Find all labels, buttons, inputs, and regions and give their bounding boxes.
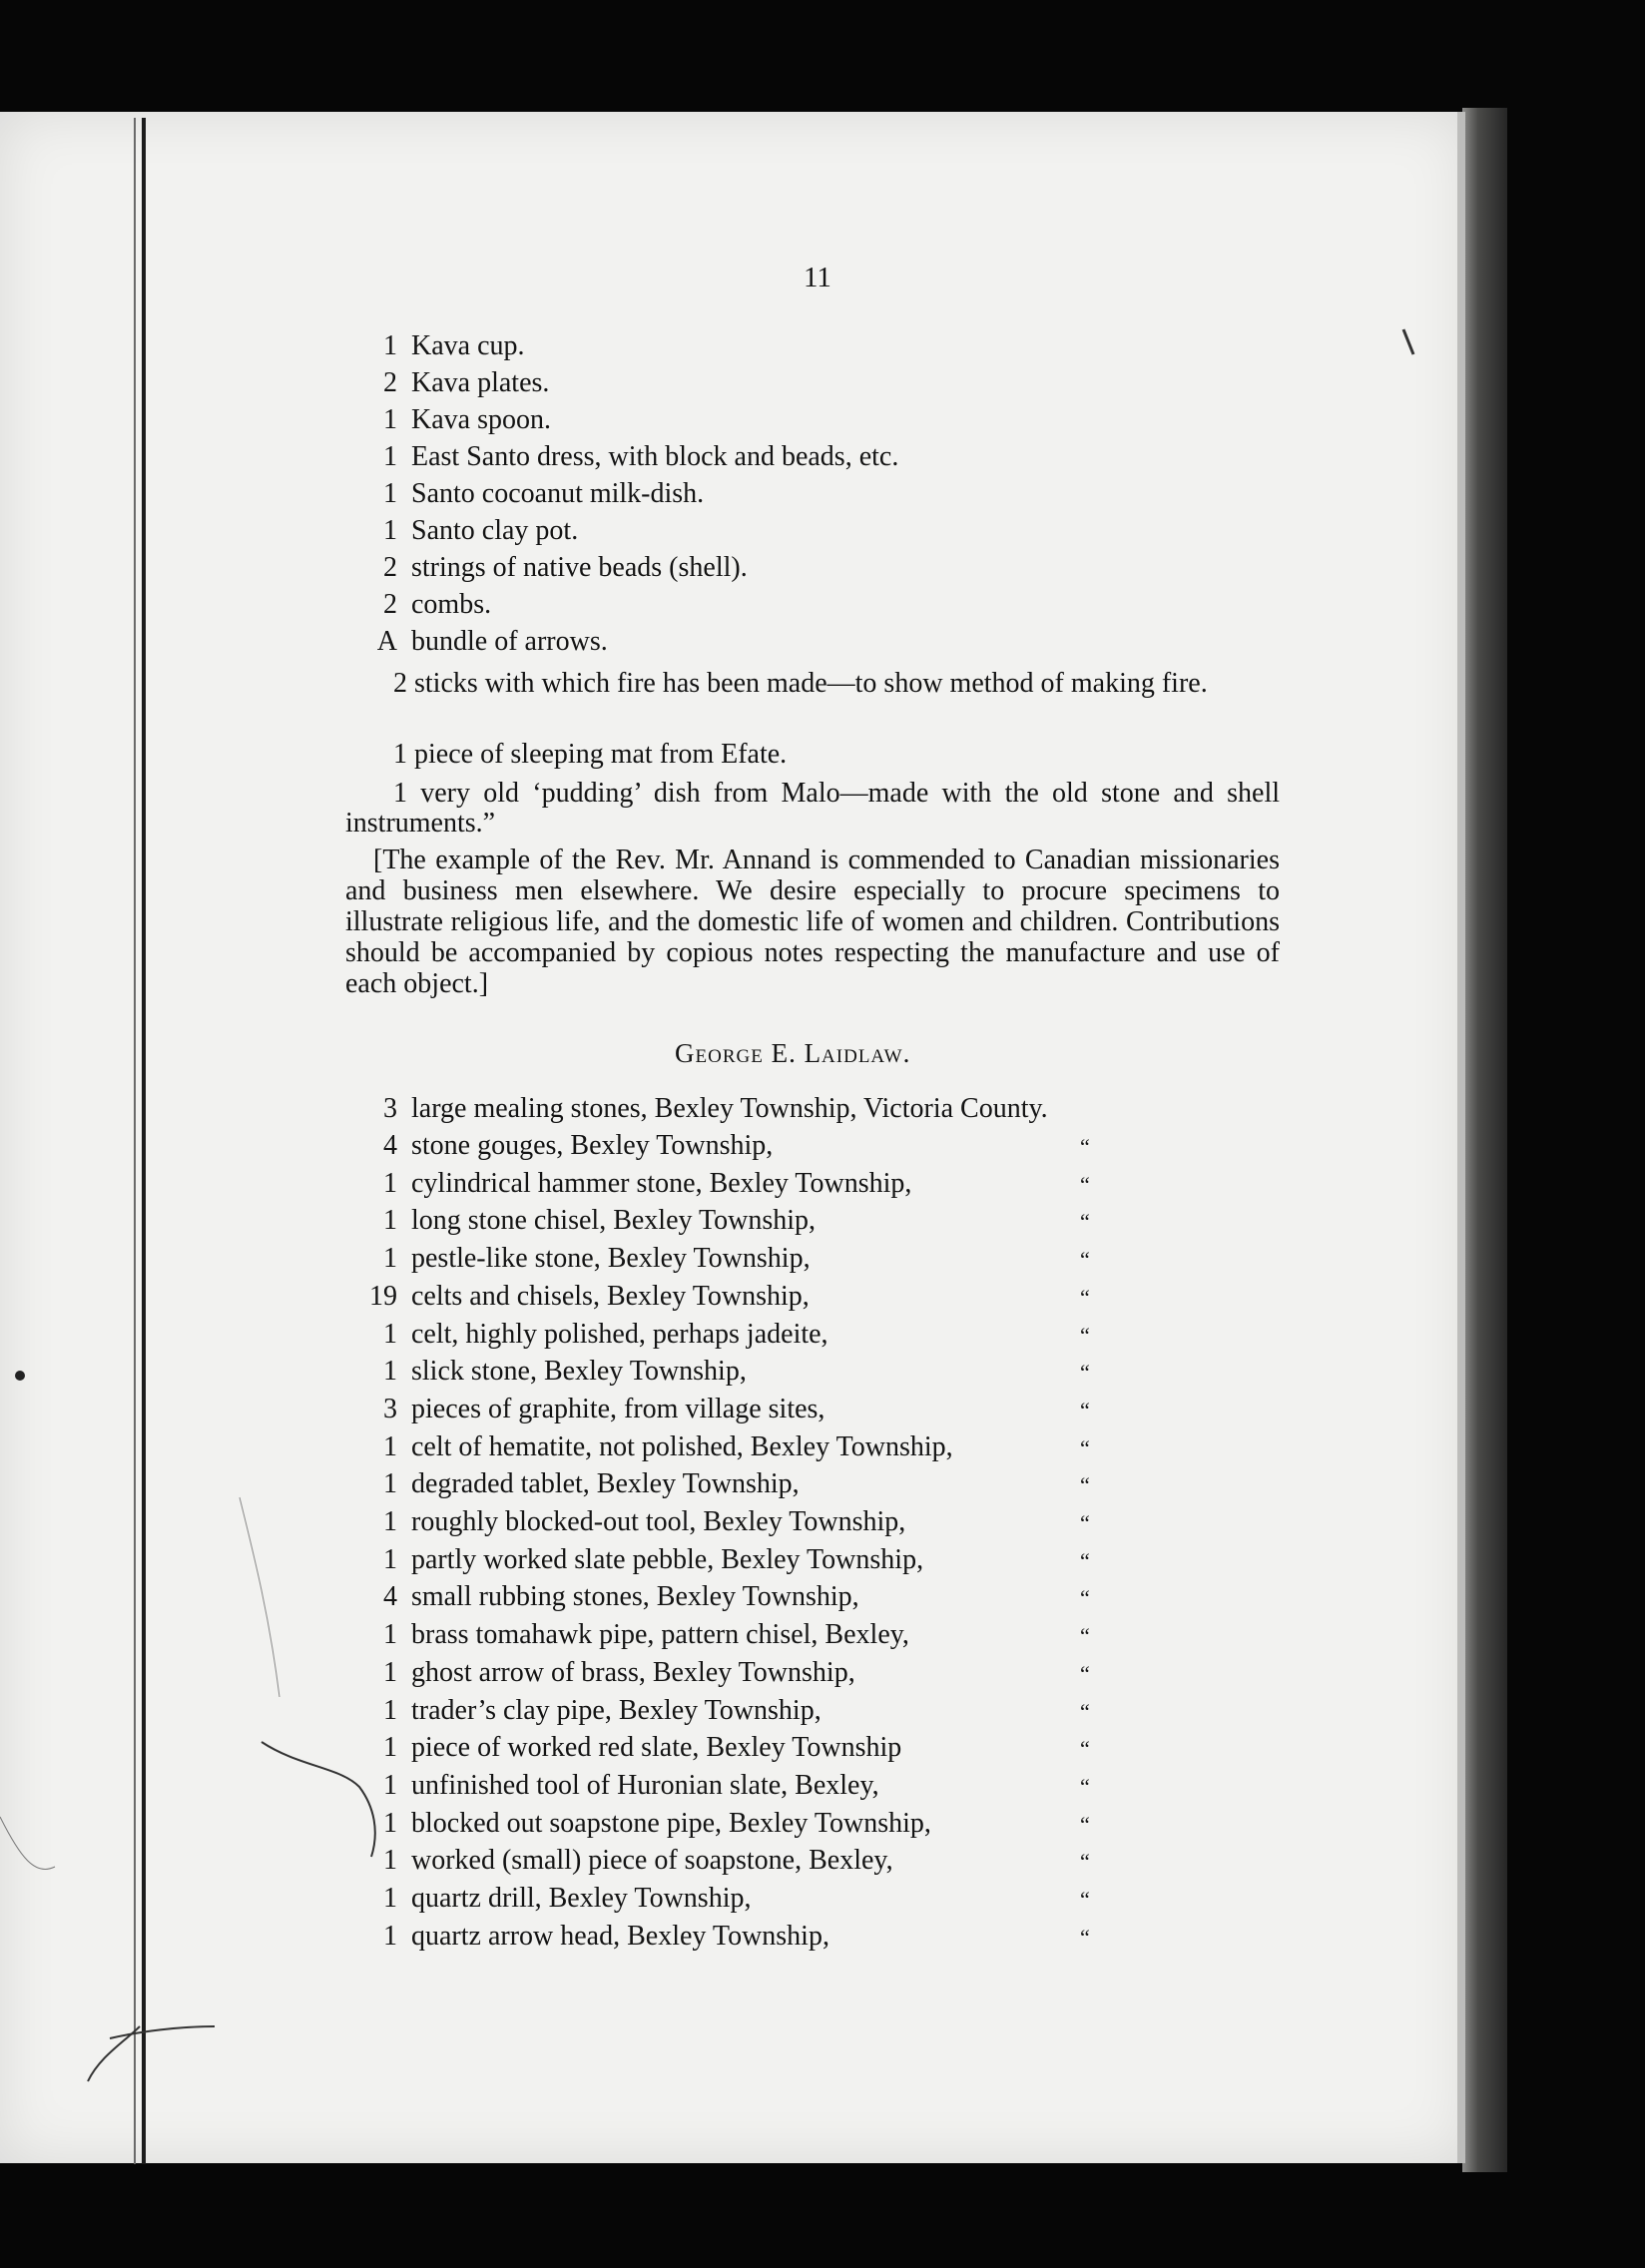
gutter-shadow xyxy=(134,118,136,2164)
editorial-note: [The example of the Rev. Mr. Annand is commended to Canadian missionaries and business men elsewhere. We desire especially to procure specimens to illustrate religious life, and the domestic life of women and children. Contributions should be accompanied by copious notes respecting the manufacture and use of each object.] xyxy=(345,845,1280,999)
ditto-mark: “ xyxy=(1080,1435,1090,1460)
ditto-mark: “ xyxy=(1080,1209,1090,1234)
list-item: 19 celts and chisels, Bexley Township, xyxy=(369,1281,810,1312)
ditto-mark: “ xyxy=(1080,1398,1090,1422)
page-number: 11 xyxy=(804,262,831,293)
ditto-mark: “ xyxy=(1080,1548,1090,1573)
list-item: 1 East Santo dress, with block and beads, etc. xyxy=(383,441,899,472)
ditto-mark: “ xyxy=(1080,1849,1090,1874)
list-item: 1 ghost arrow of brass, Bexley Township, xyxy=(383,1657,855,1688)
list-item: 1 partly worked slate pebble, Bexley Township, xyxy=(383,1544,924,1575)
list-item: 3 large mealing stones, Bexley Township, Victoria County. xyxy=(383,1093,1048,1124)
ditto-mark: “ xyxy=(1080,1736,1090,1761)
list-item: 1 pestle-like stone, Bexley Township, xyxy=(383,1243,811,1274)
list-item: 1 Kava spoon. xyxy=(383,404,551,435)
list-item: 1 blocked out soapstone pipe, Bexley Township, xyxy=(383,1808,931,1839)
ditto-mark: “ xyxy=(1080,1887,1090,1912)
book-edge xyxy=(1462,108,1507,2172)
ditto-mark: “ xyxy=(1080,1134,1090,1159)
ditto-mark: “ xyxy=(1080,1661,1090,1686)
ditto-mark: “ xyxy=(1080,1699,1090,1724)
list-item: 1 roughly blocked-out tool, Bexley Township, xyxy=(383,1506,906,1537)
ditto-mark: “ xyxy=(1080,1360,1090,1385)
page-edge-shadow xyxy=(1457,112,1465,2163)
ditto-mark: “ xyxy=(1080,1812,1090,1837)
list-item: 1 quartz drill, Bexley Township, xyxy=(383,1883,752,1914)
list-item: 1 quartz arrow head, Bexley Township, xyxy=(383,1921,829,1952)
list-item: 3 pieces of graphite, from village sites, xyxy=(383,1394,825,1424)
list-item: 1 Santo cocoanut milk-dish. xyxy=(383,478,705,509)
binding-gutter xyxy=(142,118,146,2164)
ditto-mark: “ xyxy=(1080,1172,1090,1197)
list-item: 2 combs. xyxy=(383,589,492,620)
list-item: 1 Kava cup. xyxy=(383,330,525,361)
list-item: 1 degraded tablet, Bexley Township, xyxy=(383,1468,800,1499)
ditto-mark: “ xyxy=(1080,1247,1090,1272)
list-item: 1 celt, highly polished, perhaps jadeite, xyxy=(383,1319,828,1350)
list-item: 1 worked (small) piece of soapstone, Bexley, xyxy=(383,1845,893,1876)
ditto-mark: “ xyxy=(1080,1774,1090,1799)
list-item: 1 piece of worked red slate, Bexley Township xyxy=(383,1732,902,1763)
list-item: 1 brass tomahawk pipe, pattern chisel, Bexley, xyxy=(383,1619,909,1650)
ditto-mark: “ xyxy=(1080,1585,1090,1610)
list-item: A bundle of arrows. xyxy=(376,626,608,657)
list-item: 1 celt of hematite, not polished, Bexley Township, xyxy=(383,1431,953,1462)
donor-heading: George E. Laidlaw. xyxy=(675,1038,911,1068)
list-item: 1 Santo clay pot. xyxy=(383,515,579,546)
ditto-mark: “ xyxy=(1080,1323,1090,1348)
list-item: 1 cylindrical hammer stone, Bexley Township, xyxy=(383,1168,912,1199)
list-item: 4 small rubbing stones, Bexley Township, xyxy=(383,1581,859,1612)
list-item: 1 long stone chisel, Bexley Township, xyxy=(383,1205,817,1236)
list-item: 1 slick stone, Bexley Township, xyxy=(383,1356,747,1387)
ditto-mark: “ xyxy=(1080,1623,1090,1648)
list-item: 2 Kava plates. xyxy=(383,367,550,398)
list-item: 1 trader’s clay pipe, Bexley Township, xyxy=(383,1695,822,1726)
list-item: 4 stone gouges, Bexley Township, xyxy=(383,1130,774,1161)
ditto-mark: “ xyxy=(1080,1285,1090,1310)
ditto-mark: “ xyxy=(1080,1510,1090,1535)
ditto-mark: “ xyxy=(1080,1925,1090,1950)
sleeping-mat-entry: 1 piece of sleeping mat from Efate. xyxy=(393,739,788,770)
pudding-dish-entry: 1 very old ‘pudding’ dish from Malo—made with the old stone and shell instruments.” xyxy=(345,778,1280,839)
list-item: 2 strings of native beads (shell). xyxy=(383,552,748,583)
fire-sticks-entry: 2 sticks with which fire has been made—to show method of making fire. xyxy=(393,668,1208,699)
ditto-mark: “ xyxy=(1080,1472,1090,1497)
list-item: 1 unfinished tool of Huronian slate, Bexley, xyxy=(383,1770,879,1801)
